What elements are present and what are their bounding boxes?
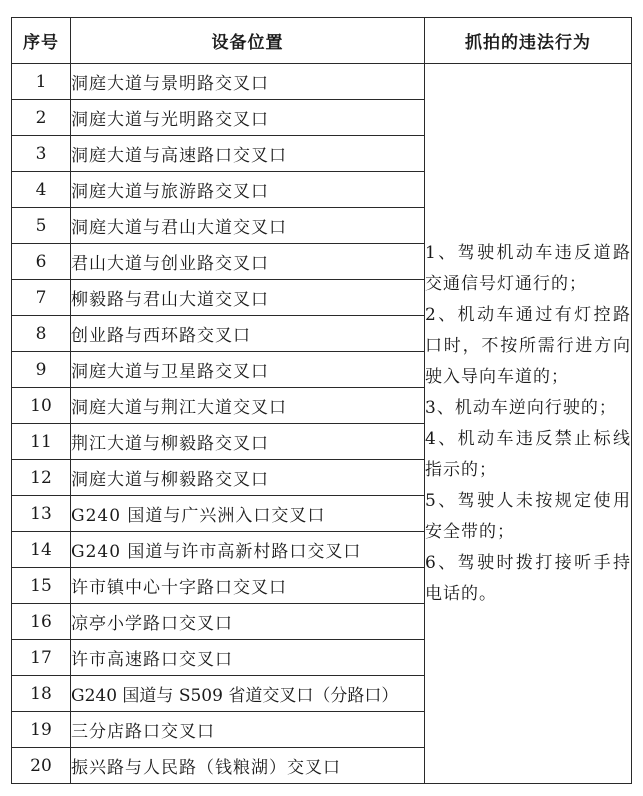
location-cell: 创业路与西环路交叉口 xyxy=(71,316,425,352)
header-row xyxy=(12,18,632,64)
header-device-location: 设备位置 xyxy=(71,18,425,64)
serial-number-cell: 18 xyxy=(12,676,71,712)
location-cell: G240 国道与 S509 省道交叉口（分路口） xyxy=(71,676,425,712)
location-cell: 君山大道与创业路交叉口 xyxy=(71,244,425,280)
header-serial-number: 序号 xyxy=(12,18,71,64)
serial-number-cell: 1 xyxy=(12,64,71,100)
location-cell: 洞庭大道与景明路交叉口 xyxy=(71,64,425,100)
serial-number-cell: 8 xyxy=(12,316,71,352)
header-captured-violations: 抓拍的违法行为 xyxy=(425,18,632,64)
location-cell: 洞庭大道与卫星路交叉口 xyxy=(71,352,425,388)
violation-behaviors-cell xyxy=(425,64,632,784)
serial-number-cell: 14 xyxy=(12,532,71,568)
serial-number-cell: 9 xyxy=(12,352,71,388)
location-cell: 洞庭大道与光明路交叉口 xyxy=(71,100,425,136)
violation-camera-table xyxy=(11,17,632,784)
serial-number-cell: 3 xyxy=(12,136,71,172)
serial-number-cell: 11 xyxy=(12,424,71,460)
location-cell: 振兴路与人民路（钱粮湖）交叉口 xyxy=(71,748,425,784)
location-cell: 许市高速路口交叉口 xyxy=(71,640,425,676)
location-cell: 许市镇中心十字路口交叉口 xyxy=(71,568,425,604)
location-cell: 柳毅路与君山大道交叉口 xyxy=(71,280,425,316)
serial-number-cell: 17 xyxy=(12,640,71,676)
violation-item: 2、机动车通过有灯控路口时，不按所需行进方向驶入导向车道的； xyxy=(425,304,631,387)
serial-number-cell: 15 xyxy=(12,568,71,604)
violation-item: 6、驾驶时拨打接听手持电话的。 xyxy=(425,552,631,604)
serial-number-cell: 2 xyxy=(12,100,71,136)
violation-item: 1、驾驶机动车违反道路交通信号灯通行的； xyxy=(425,242,631,294)
serial-number-cell: 10 xyxy=(12,388,71,424)
serial-number-cell: 19 xyxy=(12,712,71,748)
serial-number-cell: 5 xyxy=(12,208,71,244)
location-cell: 洞庭大道与旅游路交叉口 xyxy=(71,172,425,208)
table-row xyxy=(12,64,632,100)
location-cell: 洞庭大道与君山大道交叉口 xyxy=(71,208,425,244)
location-cell: G240 国道与广兴洲入口交叉口 xyxy=(71,496,425,532)
location-cell: 洞庭大道与柳毅路交叉口 xyxy=(71,460,425,496)
serial-number-cell: 16 xyxy=(12,604,71,640)
serial-number-cell: 12 xyxy=(12,460,71,496)
violation-item: 4、机动车违反禁止标线指示的； xyxy=(425,428,631,480)
serial-number-cell: 7 xyxy=(12,280,71,316)
location-cell: 洞庭大道与荆江大道交叉口 xyxy=(71,388,425,424)
serial-number-cell: 20 xyxy=(12,748,71,784)
violation-item: 3、机动车逆向行驶的； xyxy=(425,397,617,418)
location-cell: 荆江大道与柳毅路交叉口 xyxy=(71,424,425,460)
location-cell: 凉亭小学路口交叉口 xyxy=(71,604,425,640)
violation-item: 5、驾驶人未按规定使用安全带的； xyxy=(425,490,631,542)
location-cell: 洞庭大道与高速路口交叉口 xyxy=(71,136,425,172)
location-cell: G240 国道与许市高新村路口交叉口 xyxy=(71,532,425,568)
serial-number-cell: 4 xyxy=(12,172,71,208)
serial-number-cell: 6 xyxy=(12,244,71,280)
serial-number-cell: 13 xyxy=(12,496,71,532)
location-cell: 三分店路口交叉口 xyxy=(71,712,425,748)
